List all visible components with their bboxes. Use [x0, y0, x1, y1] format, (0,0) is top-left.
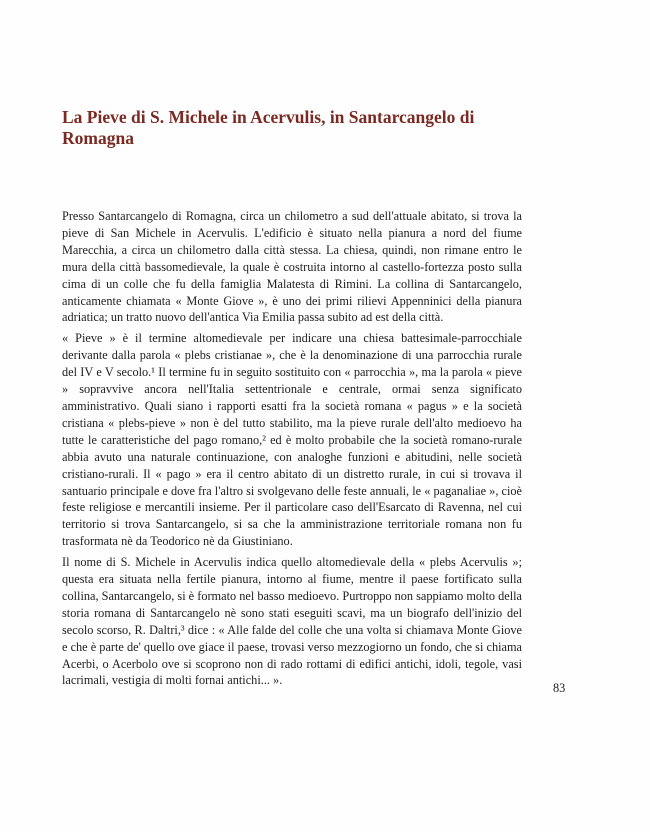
page-number: 83 [553, 681, 566, 695]
paragraph-3: Il nome di S. Michele in Acervulis indica quello altomedievale della « plebs Acervulis »; questa era situata nella fertile pianura, intorno al fiume, mentre il paese fortificato sulla collina, Santarcangelo, si è formato nel basso medioevo. Purtroppo non sappiamo molto della storia romana di Santarcangelo nè sono stati eseguiti scavi, ma un biografo dell'inizio del secolo scorso, R. Daltri,³ dice : « Alle falde del colle che una volta si chiamava Monte Giove e che è parte de' quello ove giace il paese, trovasi verso mezzogiorno un fondo, che si chiama Acerbi, o Acerbolo ove si scoprono non di rado rottami di edifici antichi, idoli, tegole, vasi lacrimali, vestigia di molti fornai antichi... ». [62, 555, 523, 688]
paragraph-2: « Pieve » è il termine altomedievale per indicare una chiesa battesimale-parrocchiale derivante dalla parola « plebs cristianae », che è la denominazione di una parrocchia rurale del IV e V secolo.¹ Il termine fu in seguito sostituito con « parrocchia », ma la parola « pieve » sopravvive ancora nell'Italia settentrionale e centrale, ormai senza significato amministrativo. Quali siano i rapporti esatti fra la società romana « pagus » e la società cristiana « plebs-pieve » non è del tutto stabilito, ma la pieve rurale dell'alto medioevo ha tutte le caratteristiche del pago romano,² ed è molto probabile che la società romano-rurale abbia avuto una naturale continuazione, con analoghe funzioni e abitudini, nelle società cristiano-rurali. Il « pago » era il centro abitato di un distretto rurale, in cui si trovava il santuario principale e dove fra l'altro si svolgevano delle feste annuali, le « paganaliae », cioè feste religiose e mercantili insieme. Per il particolare caso dell'Esarcato di Ravenna, nel cui territorio si trova Santarcangelo, si sa che la amministrazione territoriale romana non fu trasformata nè da Teodorico nè da Giustiniano. [62, 331, 522, 549]
article-title: La Pieve di S. Michele in Acervulis, in Santarcangelo di Romagna [62, 107, 475, 148]
paragraph-1: Presso Santarcangelo di Romagna, circa un chilometro a sud dell'attuale abitato, si trova la pieve di San Michele in Acervulis. L'edificio è situato nella pianura a nord del fiume Marecchia, a circa un chilometro dalla città stessa. La chiesa, quindi, non rimane entro le mura della città bassomedievale, la quale è costruita intorno al castello-fortezza posto sulla cima di un colle che fu della famiglia Malatesta di Rimini. La collina di Santarcangelo, anticamente chiamata « Monte Giove », è uno dei primi rilievi Appenninici della pianura adriatica; un tratto nuovo dell'antica Via Emilia passa subito ad est della città. [62, 209, 522, 325]
article-body [62, 208, 522, 693]
